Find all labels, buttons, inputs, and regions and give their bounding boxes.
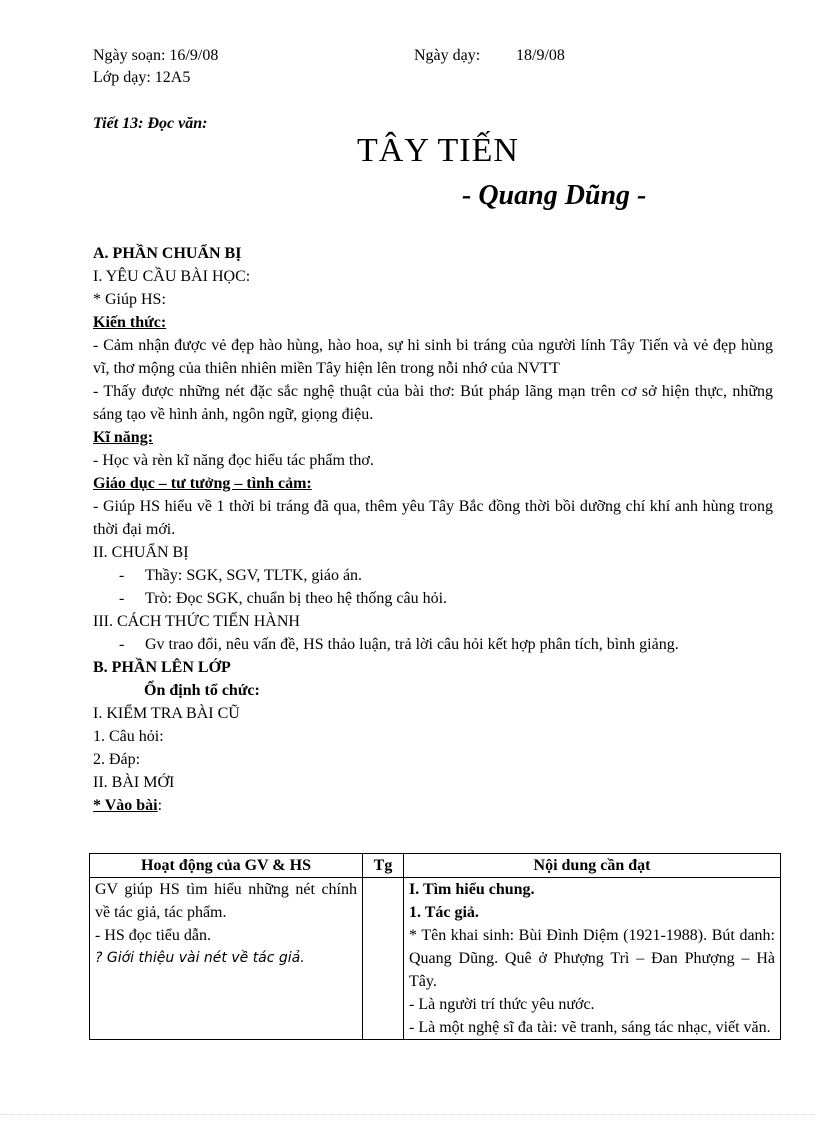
activity-question: ? Giới thiệu vài nét về tác giả. bbox=[95, 950, 305, 966]
activity-line: GV giúp HS tìm hiểu những nét chính về tác giả, tác phẩm. bbox=[95, 881, 357, 921]
method-heading: III. CÁCH THỨC TIẾN HÀNH bbox=[93, 613, 300, 630]
time-cell bbox=[363, 878, 404, 1040]
table-row bbox=[90, 878, 781, 1040]
new-lesson-heading: II. BÀI MỚI bbox=[93, 774, 175, 791]
class-name: Lớp dạy: 12A5 bbox=[93, 69, 191, 86]
education-label: Giáo dục – tư tưởng – tình cảm: bbox=[93, 475, 312, 492]
page-footer-divider bbox=[0, 1114, 816, 1115]
author-name: - Quang Dũng - bbox=[462, 180, 647, 211]
knowledge-label: Kiến thức: bbox=[93, 314, 167, 331]
intro-label bbox=[93, 794, 162, 817]
answer-label: 2. Đáp: bbox=[93, 751, 141, 768]
preparation-heading: II. CHUẨN BỊ bbox=[93, 544, 189, 561]
table-header-row bbox=[90, 854, 781, 878]
method-item-text: Gv trao đổi, nêu vấn đề, HS thảo luận, trả lời câu hỏi kết hợp phân tích, bình giảng. bbox=[145, 636, 679, 653]
date-prepared: Ngày soạn: 16/9/08 bbox=[93, 47, 219, 64]
content-paragraph: - Là một nghệ sĩ đa tài: vẽ tranh, sáng tác nhạc, viết văn. bbox=[409, 1019, 771, 1036]
preparation-item-text: Thầy: SGK, SGV, TLTK, giáo án. bbox=[145, 567, 363, 584]
lesson-label: Tiết 13: Đọc văn: bbox=[93, 115, 208, 132]
activity-line: - HS đọc tiểu dẫn. bbox=[95, 927, 211, 944]
header-activity: Hoạt động của GV & HS bbox=[90, 854, 363, 878]
question-label: 1. Câu hỏi: bbox=[93, 728, 164, 745]
header-content: Nội dung cần đạt bbox=[404, 854, 781, 878]
bullet-dash: - bbox=[119, 590, 125, 607]
skills-label: Kĩ năng: bbox=[93, 429, 154, 446]
content-paragraph: * Tên khai sinh: Bùi Đình Diệm (1921-1988). Bút danh: Quang Dũng. Quê ở Phượng Trì – Đan Phượng – Hà Tây. bbox=[409, 927, 775, 990]
content-subheading: 1. Tác giả. bbox=[409, 904, 479, 921]
skills-item-1: - Học và rèn kĩ năng đọc hiểu tác phẩm thơ. bbox=[93, 452, 374, 469]
header-time: Tg bbox=[363, 854, 404, 878]
education-item-1: - Giúp HS hiểu về 1 thời bi tráng đã qua, thêm yêu Tây Bắc đồng thời bồi dưỡng chí khí anh hùng trong thời đại mới. bbox=[93, 498, 773, 538]
lesson-plan-table bbox=[89, 853, 781, 1040]
knowledge-item-1: - Cảm nhận được vẻ đẹp hào hùng, hào hoa, sự hi sinh bi tráng của người lính Tây Tiến và vẻ đẹp hùng vĩ, thơ mộng của thiên nhiên miền Tây hiện lên trong nỗi nhớ của NVTT bbox=[93, 337, 773, 377]
preparation-item-teacher bbox=[119, 564, 362, 587]
requirements-heading: I. YÊU CẦU BÀI HỌC: bbox=[93, 268, 251, 285]
bullet-dash: - bbox=[119, 636, 125, 653]
preparation-item-text: Trò: Đọc SGK, chuẩn bị theo hệ thống câu hỏi. bbox=[145, 590, 448, 607]
content-cell bbox=[404, 878, 781, 1040]
stabilize-class: Ổn định tổ chức: bbox=[144, 682, 260, 699]
preparation-item-student bbox=[119, 587, 447, 610]
content-paragraph: - Là người trí thức yêu nước. bbox=[409, 996, 595, 1013]
section-b-heading: B. PHẦN LÊN LỚP bbox=[93, 659, 231, 676]
intro-text: * Vào bài bbox=[93, 797, 158, 814]
method-item bbox=[119, 633, 679, 656]
check-old-lesson-heading: I. KIỂM TRA BÀI CŨ bbox=[93, 705, 240, 722]
help-students: * Giúp HS: bbox=[93, 291, 166, 308]
page-title: TÂY TIẾN bbox=[357, 132, 519, 169]
activity-cell bbox=[90, 878, 363, 1040]
intro-colon: : bbox=[157, 797, 163, 814]
section-a-heading: A. PHẦN CHUẨN BỊ bbox=[93, 245, 242, 262]
content-heading: I. Tìm hiểu chung. bbox=[409, 881, 535, 898]
date-taught-label: Ngày dạy: bbox=[414, 47, 481, 64]
date-taught-value: 18/9/08 bbox=[516, 47, 565, 64]
bullet-dash: - bbox=[119, 567, 125, 584]
knowledge-item-2: - Thấy được những nét đặc sắc nghệ thuật của bài thơ: Bút pháp lãng mạn trên cơ sở hiện thực, những sáng tạo về hình ảnh, ngôn ngữ, giọng điệu. bbox=[93, 383, 773, 423]
